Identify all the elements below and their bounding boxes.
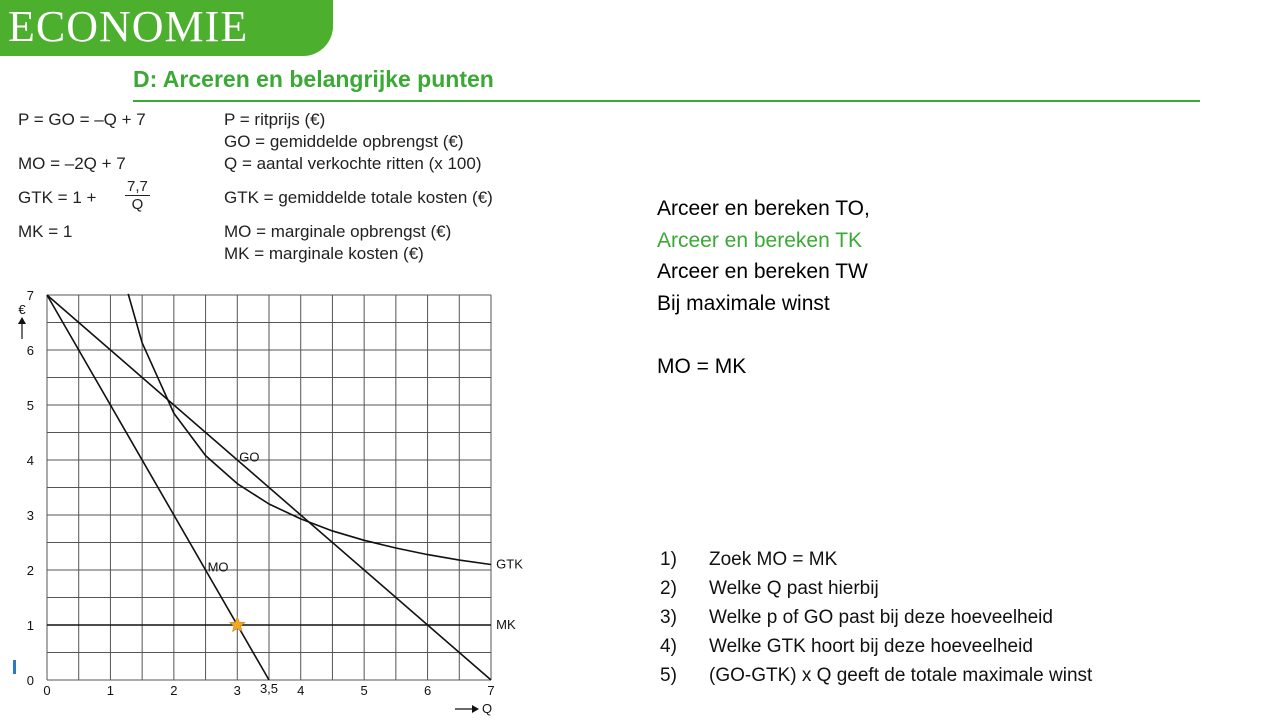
x-tick-label: 5 xyxy=(360,683,368,698)
legend-line: MO = marginale opbrengst (€) xyxy=(224,222,452,241)
chart-labels xyxy=(18,288,523,716)
step-text: (GO-GTK) x Q geeft de totale maximale winst xyxy=(709,665,1093,686)
step-item xyxy=(660,545,1092,574)
series-label-gtk: GTK xyxy=(496,556,523,572)
legend-line: MK = marginale kosten (€) xyxy=(224,244,424,263)
step-item xyxy=(660,603,1092,632)
x-tick-label: 7 xyxy=(487,683,495,698)
step-text: Welke p of GO past bij deze hoeveelheid xyxy=(709,607,1053,628)
y-tick-label: 6 xyxy=(26,343,34,358)
step-number: 4) xyxy=(660,636,677,657)
x-tick-label: 3 xyxy=(233,683,241,698)
x-tick-label-extra: 3,5 xyxy=(259,681,279,696)
step-number: 3) xyxy=(660,607,677,628)
brand-title: ECONOMIE xyxy=(8,2,249,51)
step-text: Welke GTK hoort bij deze hoeveelheid xyxy=(709,636,1033,657)
formula-go: P = GO = –Q + 7 xyxy=(18,110,146,129)
step-number: 1) xyxy=(660,549,677,570)
task-list xyxy=(657,193,870,382)
formula-block xyxy=(18,108,618,268)
series-label-mo: MO xyxy=(207,559,229,575)
step-number: 5) xyxy=(660,665,677,686)
legend-line: GO = gemiddelde opbrengst (€) xyxy=(224,132,464,151)
task-line-highlighted: Arceer en bereken TK xyxy=(657,228,863,252)
legend-line: GTK = gemiddelde totale kosten (€) xyxy=(224,188,493,207)
y-tick-label: 5 xyxy=(26,398,34,413)
step-text: Zoek MO = MK xyxy=(709,549,838,570)
x-tick-label: 1 xyxy=(106,683,115,698)
series-label-mk: MK xyxy=(496,617,516,632)
task-spacer xyxy=(657,319,870,351)
formula-gtk-prefix: GTK = 1 + xyxy=(18,188,97,207)
task-line: Arceer en bereken TO, xyxy=(657,197,870,220)
series-line-gtk xyxy=(128,294,491,565)
step-item xyxy=(660,632,1092,661)
x-axis-label: Q xyxy=(482,701,493,716)
y-tick-label: 3 xyxy=(26,508,34,523)
y-tick-label: 7 xyxy=(26,288,34,303)
y-axis-arrow-head xyxy=(18,317,26,324)
step-number: 2) xyxy=(660,578,677,599)
y-tick-label: 2 xyxy=(26,563,34,578)
series-label-go: GO xyxy=(239,449,260,465)
y-tick-label: 4 xyxy=(26,453,34,468)
step-item xyxy=(660,661,1092,690)
step-text: Welke Q past hierbij xyxy=(709,578,879,599)
y-axis-label: € xyxy=(18,302,26,317)
economics-chart xyxy=(0,280,560,720)
task-line: MO = MK xyxy=(657,354,747,378)
formula-gtk-numerator: 7,7 xyxy=(127,178,148,195)
step-list xyxy=(660,545,1092,690)
legend-line: P = ritprijs (€) xyxy=(224,110,326,129)
formula-mk: MK = 1 xyxy=(18,222,73,241)
step-item xyxy=(660,574,1092,603)
title-divider xyxy=(133,100,1200,102)
legend-line: Q = aantal verkochte ritten (x 100) xyxy=(224,154,482,173)
x-tick-label: 6 xyxy=(423,683,432,698)
formula-gtk-denominator: Q xyxy=(131,196,144,213)
x-axis-arrow-head xyxy=(472,705,479,713)
brand-banner xyxy=(0,0,333,56)
y-tick-label: 0 xyxy=(26,673,34,688)
x-tick-label: 0 xyxy=(43,683,51,698)
formula-mo: MO = –2Q + 7 xyxy=(18,154,126,173)
formula-gtk-fraction xyxy=(125,178,150,213)
page-title: D: Arceren en belangrijke punten xyxy=(133,66,494,92)
x-tick-label: 2 xyxy=(170,683,178,698)
task-line: Bij maximale winst xyxy=(657,291,830,315)
task-line: Arceer en bereken TW xyxy=(657,260,868,283)
y-tick-label: 1 xyxy=(26,618,34,633)
x-tick-label: 4 xyxy=(297,683,305,698)
